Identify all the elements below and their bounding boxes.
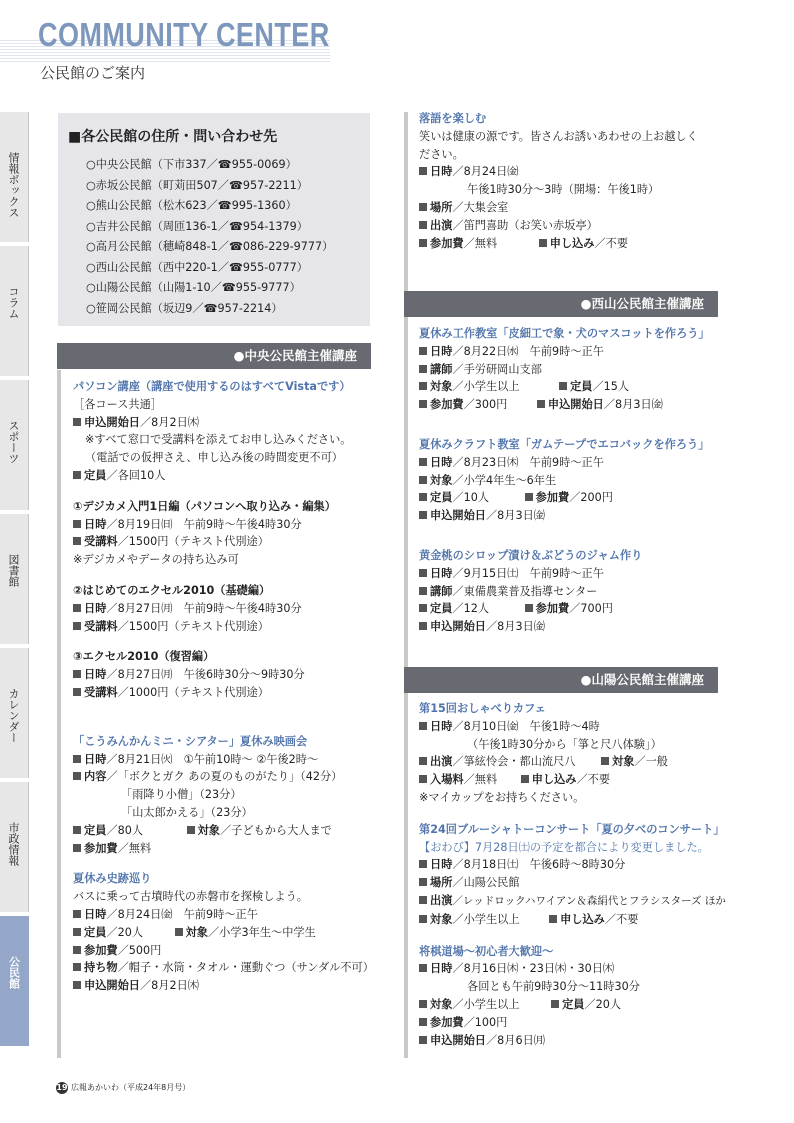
square-icon xyxy=(73,604,81,612)
square-icon xyxy=(419,382,427,390)
square-icon xyxy=(73,826,81,834)
tab-sports[interactable]: スポーツ xyxy=(0,380,29,510)
list-item: ○吉井公民館（周匝136-1／☎954-1379） xyxy=(86,219,308,233)
tab-info-box[interactable]: 情報ボックス xyxy=(0,112,29,242)
publication-name: 広報あかいわ（平成24年8月号） xyxy=(71,1083,191,1092)
course-2-title: ②はじめてのエクセル2010（基礎編） xyxy=(73,583,271,597)
tab-calendar[interactable]: カレンダー xyxy=(0,648,29,778)
address-box-title: ■各公民館の住所・問い合わせ先 xyxy=(68,129,278,145)
square-icon xyxy=(559,382,567,390)
square-icon xyxy=(419,511,427,519)
list-item: ○赤坂公民館（町苅田507／☎957-2211） xyxy=(86,178,308,192)
square-icon xyxy=(419,203,427,211)
square-icon xyxy=(419,167,427,175)
square-icon xyxy=(187,826,195,834)
square-icon xyxy=(419,587,427,595)
square-icon xyxy=(73,772,81,780)
side-tabs xyxy=(0,112,29,1050)
square-icon xyxy=(419,1000,427,1008)
square-icon xyxy=(175,928,183,936)
square-icon xyxy=(551,1000,559,1008)
square-icon xyxy=(73,688,81,696)
left-column-rule xyxy=(57,370,61,1058)
history-tour-title: 夏休み史跡巡り xyxy=(73,872,152,886)
address-box xyxy=(58,113,370,326)
square-icon xyxy=(525,604,533,612)
nishiyama-course-3-title: 黄金桃のシロップ漬け＆ぶどうのジャム作り xyxy=(419,548,643,562)
square-icon xyxy=(73,418,81,426)
square-icon xyxy=(419,347,427,355)
square-icon xyxy=(419,964,427,972)
list-item: ○笹岡公民館（坂辺9／☎957-2214） xyxy=(86,301,283,315)
square-icon xyxy=(539,239,547,247)
square-icon xyxy=(73,844,81,852)
rakugo-title: 落語を楽しむ xyxy=(419,112,487,125)
cafe-title: 第15回おしゃべりカフェ xyxy=(419,702,546,715)
square-icon xyxy=(419,915,427,923)
chuo-section-header: ●中央公民館主催講座 xyxy=(57,343,371,369)
square-icon xyxy=(73,755,81,763)
square-icon xyxy=(419,860,427,868)
square-icon xyxy=(419,400,427,408)
footer xyxy=(56,1082,190,1094)
course-3-title: ③エクセル2010（復習編） xyxy=(73,650,215,664)
concert-title: 第24回ブルーシャトーコンサート「夏の夕べのコンサート」 xyxy=(419,822,725,836)
square-icon xyxy=(419,1036,427,1044)
square-icon xyxy=(73,963,81,971)
square-icon xyxy=(73,622,81,630)
nishiyama-course-1-title: 夏休み工作教室「皮細工で象・犬のマスコットを作ろう」 xyxy=(419,327,710,340)
square-icon xyxy=(419,239,427,247)
square-icon xyxy=(419,221,427,229)
sanyo-section-header: ●山陽公民館主催講座 xyxy=(404,667,718,693)
square-icon xyxy=(73,910,81,918)
page-subtitle: 公民館のご案内 xyxy=(40,64,146,82)
tab-column[interactable]: コラム xyxy=(0,246,29,376)
square-icon xyxy=(73,928,81,936)
square-icon xyxy=(73,520,81,528)
right-column-rule xyxy=(404,112,408,1058)
square-icon xyxy=(419,569,427,577)
theater-title: 「こうみんかんミニ・シアター」夏休み映画会 xyxy=(73,734,308,748)
square-icon xyxy=(419,476,427,484)
square-icon xyxy=(419,493,427,501)
square-icon xyxy=(537,400,545,408)
square-icon xyxy=(419,722,427,730)
chuo-section: パソコン講座（講座で使用するのはすべてVistaです） ［各コース共通］ 申込開始日／8月2日㈭ ※すべて窓口で受講料を添えてお申し込みください。 （電話での仮押さえ、申し込み後の時間変更不可） 定員／各回10人 ①デジカメ入門1日編（パソコンへ取り込み・編集） 日時／8月19日㈰ 午前9時～午後4時30分 受講料／1500円（テキスト代別途） ※デジカメやデータの持ち込み可 ②はじめてのエクセル2010（基礎編） 日時／8月27日㈪ 午前9時～午後4時30分 受講料／1500円（テキスト代別途） ③エクセル2010（復習編） 日時／8月27日㈪ 午後6時30分～9時30分 受講料／1000円（テキスト代別途） 「こうみんかんミニ・シアター」夏休み映画会 日時／8月21日㈫ ①午前10時～ ②午後2時～ 内容／「ボクとガク あの夏のものがたり」（42分） 「雨降り小僧」（23分） 「山太郎かえる」（23分） 定員／80人 対象／子どもから大人まで 参加費／無料 夏休み史跡巡り バスに乗って古墳時代の赤磐市を探検しよう。 日時／8月24日㈮ 午前9時～正午 定員／20人 対象／小学3年生～中学生 参加費／500円 持ち物／帽子・水筒・タオル・運動ぐつ（サンダル不可） 申込開始日／8月2日㈭ xyxy=(73,380,374,993)
square-icon xyxy=(419,458,427,466)
square-icon xyxy=(73,670,81,678)
square-icon xyxy=(521,775,529,783)
square-icon xyxy=(73,981,81,989)
square-icon xyxy=(419,896,427,904)
square-icon xyxy=(73,537,81,545)
page-number: 19 xyxy=(56,1083,68,1092)
nishiyama-section-header: ●西山公民館主催講座 xyxy=(404,291,718,317)
nishiyama-section: 夏休み工作教室「皮細工で象・犬のマスコットを作ろう」 日時／8月22日㈬ 午前9時～正午 講師／手労研岡山支部 対象／小学生以上 定員／15人 参加費／300円 申込開始日／8月3日㈮ 夏休みクラフト教室「ガムテープでエコバックを作ろう」 日時／8月23日㈭ 午前9時～正午 対象／小学4年生～6年生 定員／10人 参加費／200円 申込開始日／8月3日㈮ 黄金桃のシロップ漬け＆ぶどうのジャム作り 日時／9月15日㈯ 午前9時～正午 講師／東備農業普及指導センター 定員／12人 参加費／700円 申込開始日／8月3日㈮ xyxy=(419,327,710,634)
square-icon xyxy=(419,757,427,765)
page-title: COMMUNITY CENTER xyxy=(38,16,330,53)
list-item: ○高月公民館（穂崎848-1／☎086-229-9777） xyxy=(86,240,334,253)
tab-community-center[interactable]: 公民館 xyxy=(0,916,29,1046)
course-1-title: ①デジカメ入門1日編（パソコンへ取り込み・編集） xyxy=(73,499,336,513)
list-item: ○西山公民館（西中220-1／☎955-0777） xyxy=(86,260,308,274)
pc-course-title: パソコン講座（講座で使用するのはすべてVistaです） xyxy=(73,380,351,393)
tab-city-info[interactable]: 市政情報 xyxy=(0,782,29,912)
shogi-title: 将棋道場～初心者大歓迎～ xyxy=(419,944,554,958)
square-icon xyxy=(419,775,427,783)
rakugo-section: 落語を楽しむ 笑いは健康の源です。皆さんお誘いあわせの上お越しく ださい。 日時／8月24日㈮ 午後1時30分～3時（開場：午後1時） 場所／大集会室 出演／笛門喜助（お笑い赤坂亭） 参加費／無料 申し込み／不要 xyxy=(419,112,698,250)
concert-notice: 【おわび】7月28日㈯の予定を都合により変更しました。 xyxy=(419,840,709,854)
square-icon xyxy=(419,604,427,612)
square-icon xyxy=(419,878,427,886)
sanyo-section: 第15回おしゃべりカフェ 日時／8月10日㈮ 午後1時～4時 （午後1時30分から「箏と尺八体験」） 出演／箏絃怜会・都山流尺八 対象／一般 入場料／無料 申し込み／不要 ※マイカップをお持ちください。 第24回ブルーシャトーコンサート「夏の夕べのコンサート」 【おわび】7月28日㈯の予定を都合により変更しました。 日時／8月18日㈯ 午後6時～8時30分 場所／山陽公民館 出演／レッドロックハワイアン＆森絹代とフラシスターズ ほか 対象／小学生以上 申し込み／不要 将棋道場～初心者大歓迎～ 日時／8月16日㈭・23日㈭・30日㈭ 各回とも午前9時30分～11時30分 対象／小学生以上 定員／20人 参加費／100円 申込開始日／8月6日㈪ xyxy=(419,702,726,1047)
tab-library[interactable]: 図書館 xyxy=(0,514,29,644)
square-icon xyxy=(419,622,427,630)
list-item: ○山陽公民館（山陽1-10／☎955-9777） xyxy=(86,281,301,294)
square-icon xyxy=(73,471,81,479)
list-item: ○中央公民館（下市337／☎955-0069） xyxy=(86,158,297,171)
pc-common: ［各コース共通］ xyxy=(73,397,162,411)
square-icon xyxy=(601,757,609,765)
square-icon xyxy=(419,1018,427,1026)
square-icon xyxy=(549,915,557,923)
square-icon xyxy=(419,365,427,373)
list-item: ○熊山公民館（松木623／☎995-1360） xyxy=(86,199,297,212)
square-icon xyxy=(525,493,533,501)
address-list xyxy=(86,155,333,319)
square-icon xyxy=(73,946,81,954)
nishiyama-course-2-title: 夏休みクラフト教室「ガムテープでエコバックを作ろう」 xyxy=(419,437,710,451)
